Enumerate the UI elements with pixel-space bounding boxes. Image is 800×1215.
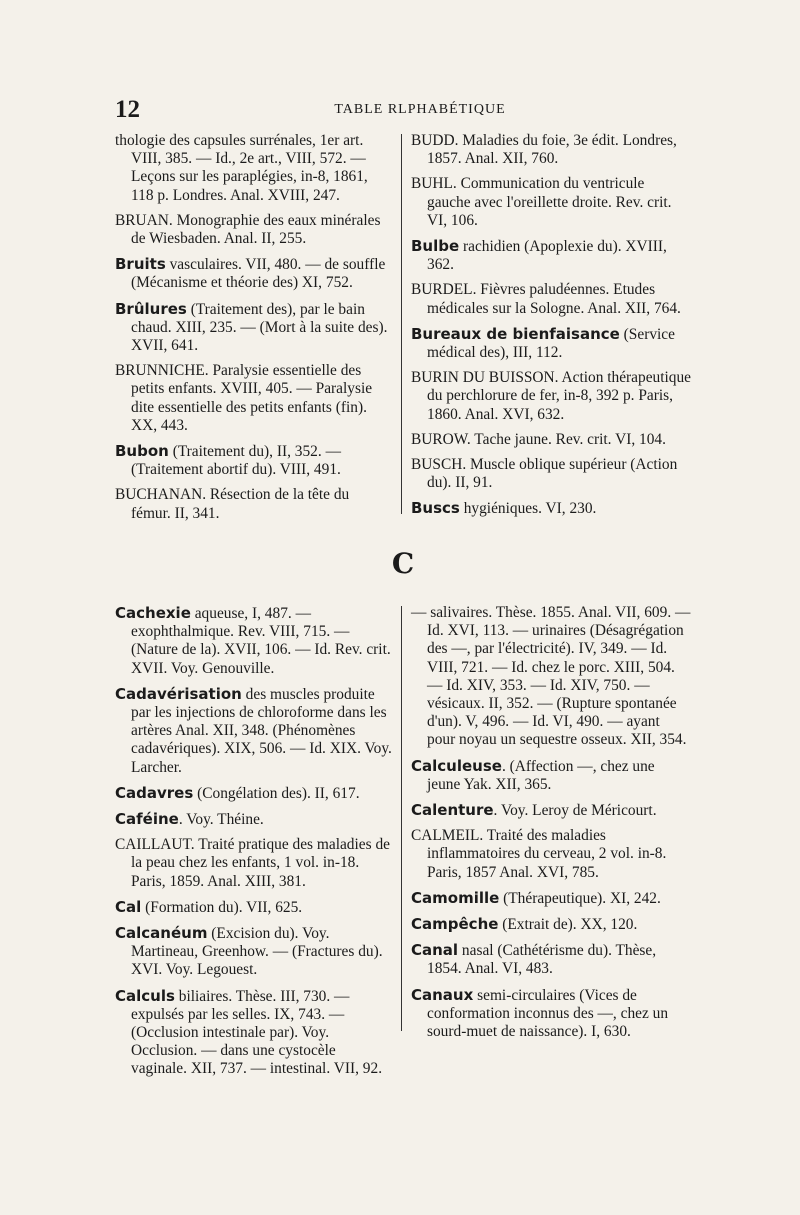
column-divider [401, 606, 402, 1031]
column-lower-left [115, 604, 392, 1086]
entry-headword: Campêche [411, 915, 499, 934]
entry-text: (Traitement des), par le bain chaud. XIII, 235. — (Mort à la suite des). XVII, 641. [131, 300, 388, 355]
entry-headword: Brûlures [115, 299, 187, 318]
entry-headword: Buscs [411, 499, 460, 518]
entry-text: (Traitement du), II, 352. — (Traitement abortif du). VIII, 491. [131, 443, 341, 479]
entry-headword: Bubon [115, 442, 169, 461]
index-entry [411, 237, 691, 274]
entry-headword: Calculeuse [411, 756, 502, 775]
entry-headword: Cachexie [115, 604, 191, 622]
page-number: 12 [115, 96, 140, 123]
entry-text: (Excision du). Voy. Martineau, Greenhow. — (Fractures du). XVI. Voy. Legouest. [131, 925, 383, 979]
entry-text: — salivaires. Thèse. 1855. Anal. VII, 609. — Id. XVI, 113. — urinaires (Désagrégation des —, par l'électricité). IV, 349. — Id. VIII, 721. — Id. chez le porc. XIII, 504. — Id. XIV, 353. — Id. XIV, 750. — vésicaux. II, 352. — (Rupture spontanée d'un). V, 496. — Id. VI, 490. — ayant pour noyau un sequestre osseux. XII, 354. [411, 604, 691, 749]
entry-text: semi-circulaires (Vices de conformation inconnus des —, chez un sourd-muet de naissance). I, 630. [427, 986, 669, 1041]
index-entry [115, 300, 392, 356]
entry-text: (Thérapeutique). XI, 242. [499, 889, 661, 907]
index-entry [115, 132, 392, 205]
index-entry [115, 836, 392, 891]
entry-text: biliaires. Thèse. III, 730. — expulsés par les selles. IX, 743. — (Occlusion intestinale par). Voy. Occlusion. — dans une cystocèle vaginale. XII, 737. — intestinal. VII, 92. [131, 987, 383, 1078]
entry-text: des muscles produite par les injections de chloroforme dans les artères Anal. XII, 348. (Phénomènes cadavériques). XIX, 506. — Id. XIX. Voy. Larcher. [131, 685, 392, 776]
entry-text: BUHL. Communication du ventricule gauche avec l'oreillette droite. Rev. crit. VI, 106. [411, 175, 672, 229]
entry-text: (Extrait de). XX, 120. [498, 916, 638, 934]
index-entry [411, 986, 691, 1042]
entry-text: BUDD. Maladies du foie, 3e édit. Londres, 1857. Anal. XII, 760. [411, 132, 677, 168]
entry-headword: Canal [411, 941, 459, 960]
entry-text: BRUAN. Monographie des eaux minérales de Wiesbaden. Anal. II, 255. [115, 211, 381, 248]
index-entry [411, 801, 691, 820]
entry-text: BUCHANAN. Résection de la tête du fémur. II, 341. [115, 486, 350, 522]
entry-headword: Camomille [411, 888, 500, 907]
index-entry [115, 685, 392, 777]
column-upper-right [411, 132, 691, 526]
section-letter: C [391, 547, 415, 580]
entry-headword: Caféine [115, 810, 179, 829]
entry-text: BURIN DU BUISSON. Action thérapeutique du perchlorure de fer, in-8, 392 p. Paris, 1860. Anal. XVI, 632. [411, 369, 691, 423]
entry-text: nasal (Cathétérisme du). Thèse, 1854. Anal. VI, 483. [427, 942, 657, 978]
entry-text: CAILLAUT. Traité pratique des maladies de la peau chez les enfants, 1 vol. in-18. Paris, 1859. Anal. XIII, 381. [115, 836, 390, 890]
entry-headword: Calenture [411, 801, 494, 820]
entry-text: . Voy. Théine. [178, 811, 264, 829]
entry-headword: Bruits [115, 255, 166, 274]
index-entry [115, 442, 392, 479]
entry-headword: Cadavérisation [115, 684, 242, 703]
index-entry [115, 486, 392, 522]
entry-text: . (Affection —, chez une jeune Yak. XII, 365. [427, 757, 655, 793]
entry-text: hygiéniques. VI, 230. [459, 500, 597, 518]
entry-headword: Bulbe [411, 237, 460, 256]
index-entry [115, 810, 392, 829]
entry-text: BURDEL. Fièvres paludéennes. Etudes médicales sur la Sologne. Anal. XII, 764. [411, 281, 681, 317]
column-upper-left [115, 132, 392, 530]
index-entry [411, 431, 691, 449]
entry-text: (Service médical des), III, 112. [427, 325, 675, 362]
entry-headword: Canaux [411, 985, 474, 1004]
entry-headword: Cal [115, 897, 142, 916]
index-entry [115, 898, 392, 917]
entry-text: . Voy. Leroy de Méricourt. [493, 802, 657, 820]
index-entry [411, 604, 691, 750]
entry-text: vasculaires. VII, 480. — de souffle (Mécanisme et théorie des) XI, 752. [131, 256, 386, 292]
index-entry [115, 212, 392, 248]
running-title: TABLE RLPHABÉTIQUE [334, 102, 506, 117]
entry-text: BUSCH. Muscle oblique supérieur (Action du). II, 91. [411, 456, 678, 492]
index-entry [411, 889, 691, 908]
entry-headword: Calcanéum [115, 924, 208, 943]
column-divider [401, 134, 402, 514]
index-entry [411, 325, 691, 362]
index-entry [411, 499, 691, 518]
entry-text: thologie des capsules surrénales, 1er art. VIII, 385. — Id., 2e art., VIII, 572. — Leçons sur les paraplégies, in-8, 1861, 118 p. Londres. Anal. XVIII, 247. [115, 132, 368, 204]
index-entry [115, 987, 392, 1079]
index-entry [411, 369, 691, 424]
index-entry [411, 175, 691, 230]
entry-headword: Calculs [115, 986, 175, 1005]
entry-text: (Congélation des). II, 617. [193, 784, 360, 802]
index-entry [411, 915, 691, 934]
index-entry [411, 281, 691, 317]
column-lower-right [411, 604, 691, 1048]
index-entry [115, 255, 392, 292]
entry-headword: Bureaux de bienfaisance [411, 324, 620, 343]
index-entry [115, 784, 392, 803]
index-entry [411, 456, 691, 492]
index-entry [411, 132, 691, 168]
entry-text: (Formation du). VII, 625. [141, 898, 303, 916]
index-entry [411, 941, 691, 978]
entry-headword: Cadavres [115, 783, 194, 802]
index-entry [411, 757, 691, 794]
index-entry [115, 924, 392, 980]
index-entry [115, 604, 392, 678]
entry-text: aqueuse, I, 487. — exophthalmique. Rev. VIII, 715. — (Nature de la). XVII, 106. — Id. Rev. crit. XVII. Voy. Genouville. [131, 605, 391, 677]
entry-text: rachidien (Apoplexie du). XVIII, 362. [427, 238, 667, 274]
index-entry [411, 827, 691, 882]
index-entry [115, 362, 392, 435]
entry-text: CALMEIL. Traité des maladies inflammatoires du cerveau, 2 vol. in-8. Paris, 1857 Anal. XVI, 785. [411, 827, 667, 881]
entry-text: BUROW. Tache jaune. Rev. crit. VI, 104. [411, 430, 666, 448]
entry-text: BRUNNICHE. Paralysie essentielle des petits enfants. XVIII, 405. — Paralysie dite essentielle des petits enfants (fin). XX, 443. [115, 362, 373, 434]
